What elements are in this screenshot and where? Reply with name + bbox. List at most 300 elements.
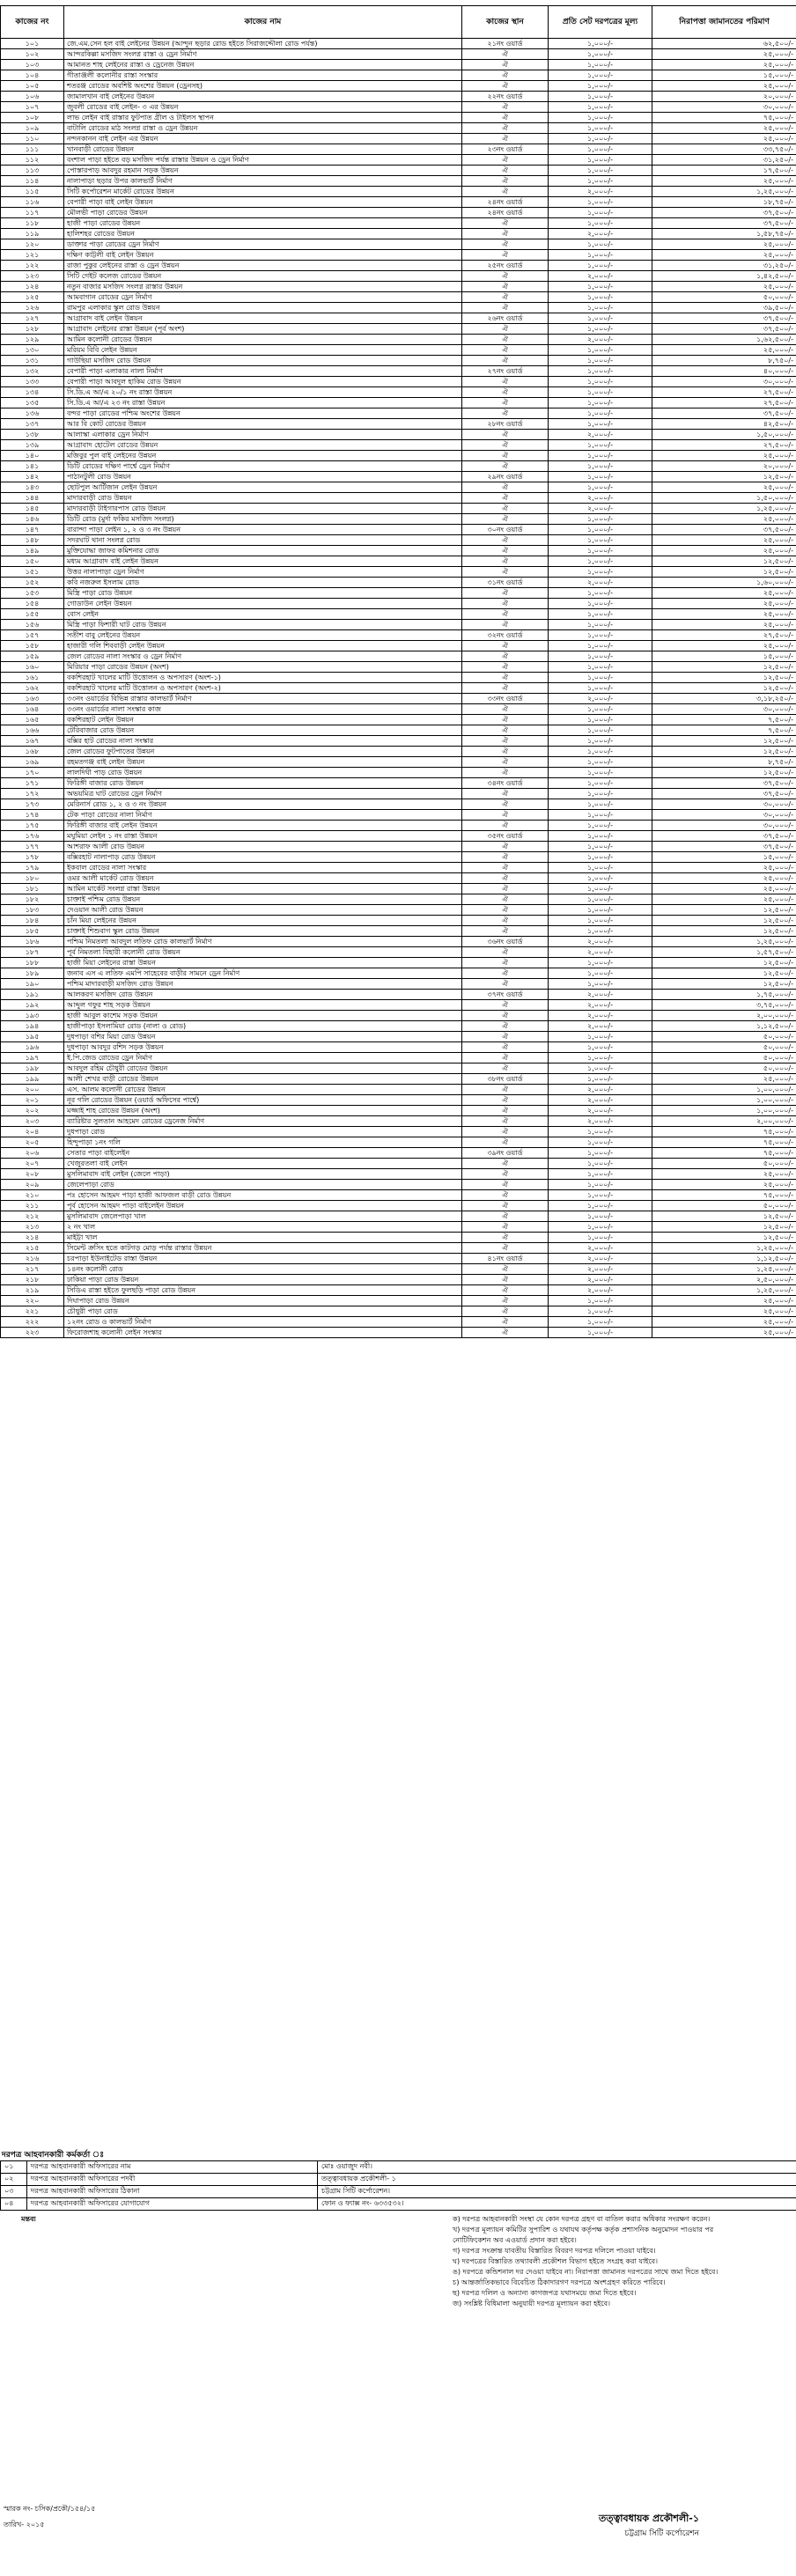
work-no-cell: ২২১	[1, 1306, 64, 1317]
signatory-title: তত্ত্বাবধায়ক প্রকৌশলী-১	[598, 2513, 699, 2524]
security-amount-cell: ৭৫,০০০/-	[652, 1137, 796, 1148]
security-amount-cell: ৫০,০০০/-	[652, 292, 796, 303]
work-name-cell: সি.ডি.এ আ/এ ২০/১ নং রাস্তা উন্নয়ন	[64, 387, 462, 398]
doc-price-cell: ১,০০০/-	[549, 1296, 652, 1306]
security-amount-cell: ৩,৭৫,০০০/-	[652, 1000, 796, 1011]
info-value: তত্ত্বাবধায়ক প্রকৌশলী- ১	[318, 2174, 796, 2186]
doc-price-cell: ২,০০০/-	[549, 229, 652, 239]
doc-price-cell: ১,০০০/-	[549, 134, 652, 144]
table-row	[1, 1275, 796, 1285]
work-place-cell: ঐ	[462, 440, 549, 451]
work-name-cell: জনাব এস এ লতিফ এমপি সাহেবের বাড়ীর সামনে ড্রেন নির্মাণ	[64, 968, 462, 979]
work-name-cell: ডিটি রোড (মুর্দা ফকির মসজিদ সংলগ্ন)	[64, 514, 462, 525]
info-serial: ০১	[1, 2161, 27, 2174]
work-no-cell: ১৭৯	[1, 863, 64, 873]
table-row	[1, 356, 796, 366]
doc-price-cell: ২,০০০/-	[549, 1264, 652, 1275]
doc-price-cell: ১,০০০/-	[549, 144, 652, 155]
doc-price-cell: ১,০০০/-	[549, 377, 652, 387]
work-name-cell: লাভ লেইন বাই রাস্তার ফুটপাত গ্রীল ও টাইলস স্থাপন	[64, 113, 462, 123]
work-name-cell: চরপাড়া ইউনাইটেড রাস্তা উন্নয়ন	[64, 1254, 462, 1264]
work-place-cell: ঐ	[462, 958, 549, 968]
work-no-cell: ১৩৫	[1, 398, 64, 408]
security-amount-cell: ১২,৫০০/-	[652, 683, 796, 694]
work-place-cell: ঐ	[462, 1285, 549, 1296]
info-serial: ০২	[1, 2174, 27, 2186]
work-no-cell: ১৯৩	[1, 1011, 64, 1021]
work-place-cell: ঐ	[462, 408, 549, 419]
work-no-cell: ২০৫	[1, 1137, 64, 1148]
work-no-cell: ১১৯	[1, 229, 64, 239]
table-row	[1, 588, 796, 599]
security-amount-cell: ১২,৫০০/-	[652, 556, 796, 567]
work-name-cell: হাজী মিয়া লেইনের রাস্তা উন্নয়ন	[64, 958, 462, 968]
table-row	[1, 282, 796, 292]
work-no-cell: ১০১	[1, 39, 64, 49]
table-row	[1, 1285, 796, 1296]
work-name-cell: মুসলিমাবাদ বাই লেইন (জেলে পাড়া)	[64, 1169, 462, 1180]
work-no-cell: ১৫৫	[1, 609, 64, 620]
doc-price-cell: ১,০০০/-	[549, 261, 652, 271]
doc-price-cell: ২,০০০/-	[549, 1116, 652, 1127]
work-place-cell: ৩১নং ওয়ার্ড	[462, 578, 549, 588]
work-name-cell: মুক্তিযোদ্ধা জাফর কমিশনার রোড	[64, 546, 462, 556]
info-value: চট্টগ্রাম সিটি কর্পোরেশন।	[318, 2186, 796, 2198]
table-row	[1, 1021, 796, 1032]
table-row	[1, 472, 796, 482]
work-place-cell: ঐ	[462, 757, 549, 768]
table-row	[1, 408, 796, 419]
table-row	[1, 979, 796, 990]
signature-block	[0, 2500, 796, 2571]
work-name-cell: মধ্যম আগ্রাবাদ বাই লেইন উন্নয়ন	[64, 556, 462, 567]
table-row	[1, 197, 796, 208]
work-place-cell: ঐ	[462, 683, 549, 694]
work-name-cell: নূর গলি রোডের উন্নয়ন (ওয়ার্ড অফিসের পার্শ্বে)	[64, 1095, 462, 1106]
work-place-cell: ঐ	[462, 155, 549, 166]
work-name-cell: ২ নং খাল	[64, 1222, 462, 1233]
work-place-cell: ঐ	[462, 514, 549, 525]
work-no-cell: ১২৫	[1, 292, 64, 303]
work-name-cell: আর বি কোট রোডের উন্নয়ন	[64, 419, 462, 430]
work-place-cell: ঐ	[462, 916, 549, 926]
work-name-cell: চাক্তাই পশ্চিম রোড উন্নয়ন	[64, 894, 462, 905]
col-work-place: কাজের স্থান	[462, 6, 549, 39]
doc-price-cell: ১,০০০/-	[549, 736, 652, 747]
security-amount-cell: ২৭,৫০০/-	[652, 630, 796, 641]
security-amount-cell: ২৫,০০০/-	[652, 345, 796, 356]
security-amount-cell: ২৫,০০০/-	[652, 1296, 796, 1306]
table-row	[1, 60, 796, 70]
table-row	[1, 1264, 796, 1275]
doc-price-cell: ১,০০০/-	[549, 863, 652, 873]
work-no-cell: ১৪১	[1, 461, 64, 472]
doc-price-cell: ১,০০০/-	[549, 92, 652, 102]
table-row	[1, 863, 796, 873]
work-name-cell: মজিবুর পুল বাই লেইনের উন্নয়ন	[64, 451, 462, 461]
security-amount-cell: ২৫,০০০/-	[652, 1328, 796, 1338]
notes-section	[0, 2214, 796, 2309]
doc-price-cell: ১,০০০/-	[549, 704, 652, 715]
work-place-cell: ঐ	[462, 1222, 549, 1233]
work-place-cell: ঐ	[462, 1116, 549, 1127]
work-place-cell: ঐ	[462, 356, 549, 366]
doc-price-cell: ১,০০০/-	[549, 715, 652, 725]
doc-price-cell: ১,০০০/-	[549, 1074, 652, 1085]
work-place-cell: ঐ	[462, 747, 549, 757]
table-row	[1, 70, 796, 81]
security-amount-cell: ৩৭,৫০০/-	[652, 831, 796, 842]
doc-price-cell: ১,০০০/-	[549, 398, 652, 408]
work-name-cell: বকশিরহাট খালের মাটি উত্তোলন ও অপসারণ (অংশ-২)	[64, 683, 462, 694]
doc-price-cell: ১,০০০/-	[549, 630, 652, 641]
security-amount-cell: ২৫,০০০/-	[652, 482, 796, 493]
work-place-cell: ২৭নং ওয়ার্ড	[462, 366, 549, 377]
work-name-cell: মরিয়ম বিবি লেইন উন্নয়ন	[64, 345, 462, 356]
work-no-cell: ১৩৭	[1, 419, 64, 430]
memo-date: তারিখ- ২০১৫	[4, 2521, 45, 2528]
security-amount-cell: ৩৯,৫০০/-	[652, 303, 796, 313]
table-row	[1, 810, 796, 821]
table-row	[1, 926, 796, 937]
work-no-cell: ১০৬	[1, 92, 64, 102]
table-row	[1, 387, 796, 398]
work-no-cell: ১৫১	[1, 567, 64, 578]
work-name-cell: আব্দুল গফুর শাহ সড়ক উন্নয়ন	[64, 1000, 462, 1011]
officer-info-row	[1, 2198, 796, 2211]
doc-price-cell: ১,০০০/-	[549, 49, 652, 60]
work-place-cell: ঐ	[462, 609, 549, 620]
security-amount-cell: ৮,৭৫০/-	[652, 356, 796, 366]
table-row	[1, 630, 796, 641]
table-row	[1, 620, 796, 630]
doc-price-cell: ১,০০০/-	[549, 303, 652, 313]
doc-price-cell: ১,০০০/-	[549, 926, 652, 937]
table-row	[1, 398, 796, 408]
col-security-amount: নিরাপত্তা জামানতের পরিমাণ	[652, 6, 796, 39]
work-place-cell: ঐ	[462, 673, 549, 683]
work-name-cell: অভয়মিত্র ঘাট রোডের ড্রেন নির্মাণ	[64, 789, 462, 799]
security-amount-cell: ২৫,০০০/-	[652, 123, 796, 134]
work-no-cell: ১০৮	[1, 113, 64, 123]
work-no-cell: ১৩৮	[1, 430, 64, 440]
work-name-cell: মাদারবাড়ী রোড উন্নয়ন	[64, 493, 462, 504]
doc-price-cell: ২,০০০/-	[549, 1275, 652, 1285]
doc-price-cell: ১,০০০/-	[549, 250, 652, 261]
security-amount-cell: ১৮,৭৫০/-	[652, 197, 796, 208]
work-no-cell: ২১৯	[1, 1285, 64, 1296]
work-place-cell: ঐ	[462, 1021, 549, 1032]
work-place-cell: ৩৯নং ওয়ার্ড	[462, 1148, 549, 1159]
security-amount-cell: ৩,১৮,২৫০/-	[652, 694, 796, 704]
doc-price-cell: ১,০০০/-	[549, 1211, 652, 1222]
work-name-cell: ওমর আলী মার্কেট রোড উন্নয়ন	[64, 873, 462, 884]
doc-price-cell: ২,০০০/-	[549, 937, 652, 947]
table-row	[1, 778, 796, 789]
work-name-cell: বক্সিরহাট নালাপাড় রোড উন্নয়ন	[64, 852, 462, 863]
doc-price-cell: ১,০০০/-	[549, 683, 652, 694]
work-name-cell: সেতার পাড়া বাইলেইন	[64, 1148, 462, 1159]
work-no-cell: ২০৬	[1, 1148, 64, 1159]
table-row	[1, 1328, 796, 1338]
work-place-cell: ঐ	[462, 1211, 549, 1222]
security-amount-cell: ২,০০,০০০/-	[652, 1011, 796, 1021]
doc-price-cell: ২,০০০/-	[549, 694, 652, 704]
security-amount-cell: ২৭,৫০০/-	[652, 387, 796, 398]
work-name-cell: চাঁন মিয়া লেইনের উন্নয়ন	[64, 916, 462, 926]
work-place-cell: ঐ	[462, 1233, 549, 1243]
work-name-cell: খানবাড়ী রোডের উন্নয়ন	[64, 144, 462, 155]
work-place-cell: ঐ	[462, 1085, 549, 1095]
work-no-cell: ১৮৫	[1, 926, 64, 937]
work-name-cell: ই.পি.জেড রোডের ড্রেন নির্মাণ	[64, 1053, 462, 1064]
doc-price-cell: ১,০০০/-	[549, 472, 652, 482]
work-name-cell: পোস্তারপাড় আবদুর রহমান সড়ক উন্নয়ন	[64, 166, 462, 176]
work-place-cell: ৩০নং ওয়ার্ড	[462, 525, 549, 535]
col-work-no: কাজের নং	[1, 6, 64, 39]
doc-price-cell: ১,০০০/-	[549, 757, 652, 768]
work-place-cell: ২৮নং ওয়ার্ড	[462, 419, 549, 430]
work-name-cell: পঃ হোসেন আহমদ পাড়া হাজী আফজল বাড়ী রোড উন্নয়ন	[64, 1190, 462, 1201]
security-amount-cell: ৫০,০০০/-	[652, 1053, 796, 1064]
note-item: জ) সংশ্লিষ্ট বিধিমালা অনুযায়ী দরপত্র মূল্যায়ন করা হইবে।	[453, 2300, 610, 2307]
table-row	[1, 113, 796, 123]
table-row	[1, 704, 796, 715]
work-name-cell: রামপুর এলাকার স্কুল রোড উন্নয়ন	[64, 303, 462, 313]
table-header-row	[1, 6, 796, 39]
security-amount-cell: ৭৫,০০০/-	[652, 1190, 796, 1201]
work-name-cell: ৩৩নং ওয়ার্ডের বিভিন্ন রাস্তার কালভার্ট নির্মাণ	[64, 694, 462, 704]
work-name-cell: ডিটি রোডের দক্ষিণ পার্শ্বে ড্রেন নির্মাণ	[64, 461, 462, 472]
doc-price-cell: ১,০০০/-	[549, 166, 652, 176]
work-no-cell: ১২৪	[1, 282, 64, 292]
security-amount-cell: ৫০,০০০/-	[652, 1201, 796, 1211]
table-row	[1, 1116, 796, 1127]
work-name-cell: আগ্রাবাদ লেইনের রাস্তা উন্নয়ন (পূর্ব অংশ)	[64, 324, 462, 335]
work-place-cell: ঐ	[462, 1190, 549, 1201]
work-name-cell: বন্দর পাড়া রোডের পশ্চিম অংশের উন্নয়ন	[64, 408, 462, 419]
doc-price-cell: ১,০০০/-	[549, 1201, 652, 1211]
table-row	[1, 725, 796, 736]
work-name-cell: আগ্রাবাদ বাই লেইন উন্নয়ন	[64, 313, 462, 324]
security-amount-cell: ৩৭,৫০০/-	[652, 324, 796, 335]
doc-price-cell: ১,০০০/-	[549, 313, 652, 324]
doc-price-cell: ১,০০০/-	[549, 852, 652, 863]
table-row	[1, 578, 796, 588]
work-name-cell: সিডিএ রাস্তা হইতে ফুলছড়ি পাড়া রোড উন্নয়ন	[64, 1285, 462, 1296]
work-name-cell: আশরাফ আলী রোড উন্নয়ন	[64, 842, 462, 852]
work-place-cell: ঐ	[462, 852, 549, 863]
security-amount-cell: ২৫,০০০/-	[652, 81, 796, 92]
table-row	[1, 1064, 796, 1074]
work-no-cell: ১৬৩	[1, 694, 64, 704]
work-name-cell: আবদুল রহিম চৌধুরী রোডের উন্নয়ন	[64, 1064, 462, 1074]
work-name-cell: মিস্ত্রি পাড়া ফিশারী ঘাট রোড উন্নয়ন	[64, 620, 462, 630]
work-place-cell: ঐ	[462, 282, 549, 292]
security-amount-cell: ৩৭,৫০০/-	[652, 525, 796, 535]
tender-table	[0, 5, 796, 1338]
work-name-cell: বোস লেইন	[64, 609, 462, 620]
table-row	[1, 990, 796, 1000]
table-row	[1, 1053, 796, 1064]
table-row	[1, 208, 796, 218]
work-name-cell: দুধপাড়া বশির মিয়া রোড উন্নয়ন	[64, 1032, 462, 1042]
doc-price-cell: ২,০০০/-	[549, 1095, 652, 1106]
work-name-cell: বেপারী পাড়া বাই লেইন উন্নয়ন	[64, 197, 462, 208]
doc-price-cell: ১,০০০/-	[549, 620, 652, 630]
work-no-cell: ১৬৬	[1, 725, 64, 736]
table-row	[1, 1011, 796, 1021]
security-amount-cell: ৩৭,৫০০/-	[652, 789, 796, 799]
memo-number: স্মারক নং- চসিক/প্রকৌ/১৫৪/১৫	[4, 2505, 96, 2513]
work-name-cell: হাজারী গলি শিববাড়ী লেইন উন্নয়ন	[64, 641, 462, 651]
work-place-cell: ঐ	[462, 599, 549, 609]
work-place-cell: ঐ	[462, 1169, 549, 1180]
table-row	[1, 514, 796, 525]
work-place-cell: ঐ	[462, 1296, 549, 1306]
work-name-cell: আমিন কলোনী রোডের উন্নয়ন	[64, 335, 462, 345]
work-place-cell: ঐ	[462, 1032, 549, 1042]
work-place-cell: ঐ	[462, 1180, 549, 1190]
doc-price-cell: ১,০০০/-	[549, 747, 652, 757]
security-amount-cell: ১,২৫,০০০/-	[652, 1264, 796, 1275]
doc-price-cell: ১,০০০/-	[549, 345, 652, 356]
work-name-cell: বংশাল পাড়া হইতে বড় মসজিদ পর্যন্ত রাস্তার উন্নয়ন ও ড্রেন নির্মাণ	[64, 155, 462, 166]
work-name-cell: সতীশ বাবু লেইনের উন্নয়ন	[64, 630, 462, 641]
table-row	[1, 1148, 796, 1159]
work-place-cell: ঐ	[462, 651, 549, 662]
security-amount-cell: ৩৭,৫০০/-	[652, 408, 796, 419]
security-amount-cell: ১২,৫০০/-	[652, 747, 796, 757]
table-row	[1, 1106, 796, 1116]
work-place-cell: ৩৭নং ওয়ার্ড	[462, 990, 549, 1000]
security-amount-cell: ১২,৫০০/-	[652, 768, 796, 778]
work-no-cell: ২২২	[1, 1317, 64, 1328]
table-row	[1, 493, 796, 504]
table-row	[1, 535, 796, 546]
work-name-cell: ১২নং রোড ও কালভার্ট নির্মাণ	[64, 1317, 462, 1328]
work-place-cell: ঐ	[462, 1159, 549, 1169]
doc-price-cell: ১,০০০/-	[549, 894, 652, 905]
work-place-cell: ঐ	[462, 102, 549, 113]
table-row	[1, 451, 796, 461]
work-no-cell: ১২৯	[1, 335, 64, 345]
work-no-cell: ২১১	[1, 1201, 64, 1211]
work-no-cell: ১৫৮	[1, 641, 64, 651]
security-amount-cell: ৩৭,৫০০/-	[652, 218, 796, 229]
security-amount-cell: ১৫,০০০/-	[652, 852, 796, 863]
work-place-cell: ৩৬নং ওয়ার্ড	[462, 937, 549, 947]
table-row	[1, 419, 796, 430]
table-row	[1, 1180, 796, 1190]
table-row	[1, 166, 796, 176]
table-row	[1, 155, 796, 166]
doc-price-cell: ১,০০০/-	[549, 1148, 652, 1159]
info-label: দরপত্র আহবানকারী অফিসারের নাম	[27, 2161, 318, 2174]
work-name-cell: সিটি কর্পোরেশন মার্কেট রোডের উন্নয়ন	[64, 187, 462, 197]
work-no-cell: ১৮১	[1, 884, 64, 894]
security-amount-cell: ৩১,২৫০/-	[652, 155, 796, 166]
work-place-cell: ঐ	[462, 725, 549, 736]
notes-list	[92, 2214, 718, 2309]
table-row	[1, 1201, 796, 1211]
security-amount-cell: ৫০,০০০/-	[652, 1159, 796, 1169]
work-place-cell: ২৩নং ওয়ার্ড	[462, 144, 549, 155]
notes-label: মন্তব্য	[21, 2215, 36, 2223]
work-no-cell: ১৬০	[1, 662, 64, 673]
work-no-cell: ১৯৫	[1, 1032, 64, 1042]
work-no-cell: ১৬২	[1, 683, 64, 694]
work-place-cell: ঐ	[462, 430, 549, 440]
doc-price-cell: ২,০০০/-	[549, 947, 652, 958]
security-amount-cell: ১,২৫,০০০/-	[652, 1285, 796, 1296]
table-row	[1, 292, 796, 303]
table-row	[1, 1137, 796, 1148]
table-row	[1, 757, 796, 768]
table-row	[1, 1042, 796, 1053]
work-name-cell: জামালখান বাই লেইনের উন্নয়ন	[64, 92, 462, 102]
table-row	[1, 81, 796, 92]
doc-price-cell: ১,০০০/-	[549, 1190, 652, 1201]
work-name-cell: নন্দনকানন বাই লেইন এর উন্নয়ন	[64, 134, 462, 144]
work-place-cell: ঐ	[462, 1328, 549, 1338]
work-no-cell: ১৬৭	[1, 736, 64, 747]
work-no-cell: ১৯০	[1, 979, 64, 990]
security-amount-cell: ১,২৫,০০০/-	[652, 937, 796, 947]
work-place-cell: ২৫নং ওয়ার্ড	[462, 261, 549, 271]
table-row	[1, 176, 796, 187]
table-row	[1, 884, 796, 894]
work-no-cell: ১৪৫	[1, 504, 64, 514]
work-no-cell: ১২৩	[1, 271, 64, 282]
work-name-cell: জেল রোডের ফুটপাতের উন্নয়ন	[64, 747, 462, 757]
work-place-cell: ঐ	[462, 113, 549, 123]
note-item: ঘ) দরপত্রের বিস্তারিত তথ্যাবলী প্রকৌশল বিভাগ হইতে সংগ্রহ করা যাইবে।	[453, 2257, 658, 2265]
security-amount-cell: ১,৫৭,৫০০/-	[652, 947, 796, 958]
table-row	[1, 715, 796, 725]
doc-price-cell: ১,০০০/-	[549, 1159, 652, 1169]
table-row	[1, 504, 796, 514]
work-place-cell: ঐ	[462, 1243, 549, 1254]
security-amount-cell: ২,৫০,০০০/-	[652, 1275, 796, 1285]
security-amount-cell: ৩৭,৫০০/-	[652, 208, 796, 218]
doc-price-cell: ১,০০০/-	[549, 979, 652, 990]
work-no-cell: ১৪০	[1, 451, 64, 461]
doc-price-cell: ১,০০০/-	[549, 1169, 652, 1180]
work-name-cell: আন্দরকিল্লা মসজিদ সংলগ্ন রাস্তা ও ড্রেন নির্মাণ	[64, 49, 462, 60]
table-row	[1, 694, 796, 704]
doc-price-cell: ১,০০০/-	[549, 821, 652, 831]
security-amount-cell: ২৫,০০০/-	[652, 641, 796, 651]
work-name-cell: গোডাউন লেইন উন্নয়ন	[64, 599, 462, 609]
security-amount-cell: ২৫,০০০/-	[652, 546, 796, 556]
work-no-cell: ১৩৯	[1, 440, 64, 451]
work-name-cell: মিরিয়ার পাড়া রোডের উন্নয়ন (অংশ)	[64, 662, 462, 673]
doc-price-cell: ১,০০০/-	[549, 113, 652, 123]
table-row	[1, 49, 796, 60]
table-row	[1, 916, 796, 926]
work-name-cell: মাদারবাড়ী টাইগারপাস রোড উন্নয়ন	[64, 504, 462, 514]
security-amount-cell: ১২,৫০০/-	[652, 567, 796, 578]
table-row	[1, 662, 796, 673]
work-place-cell: ঐ	[462, 1053, 549, 1064]
table-row	[1, 482, 796, 493]
doc-price-cell: ১,০০০/-	[549, 155, 652, 166]
table-row	[1, 683, 796, 694]
table-row	[1, 1000, 796, 1011]
security-amount-cell: ১২,৫০০/-	[652, 905, 796, 916]
work-place-cell: ঐ	[462, 546, 549, 556]
